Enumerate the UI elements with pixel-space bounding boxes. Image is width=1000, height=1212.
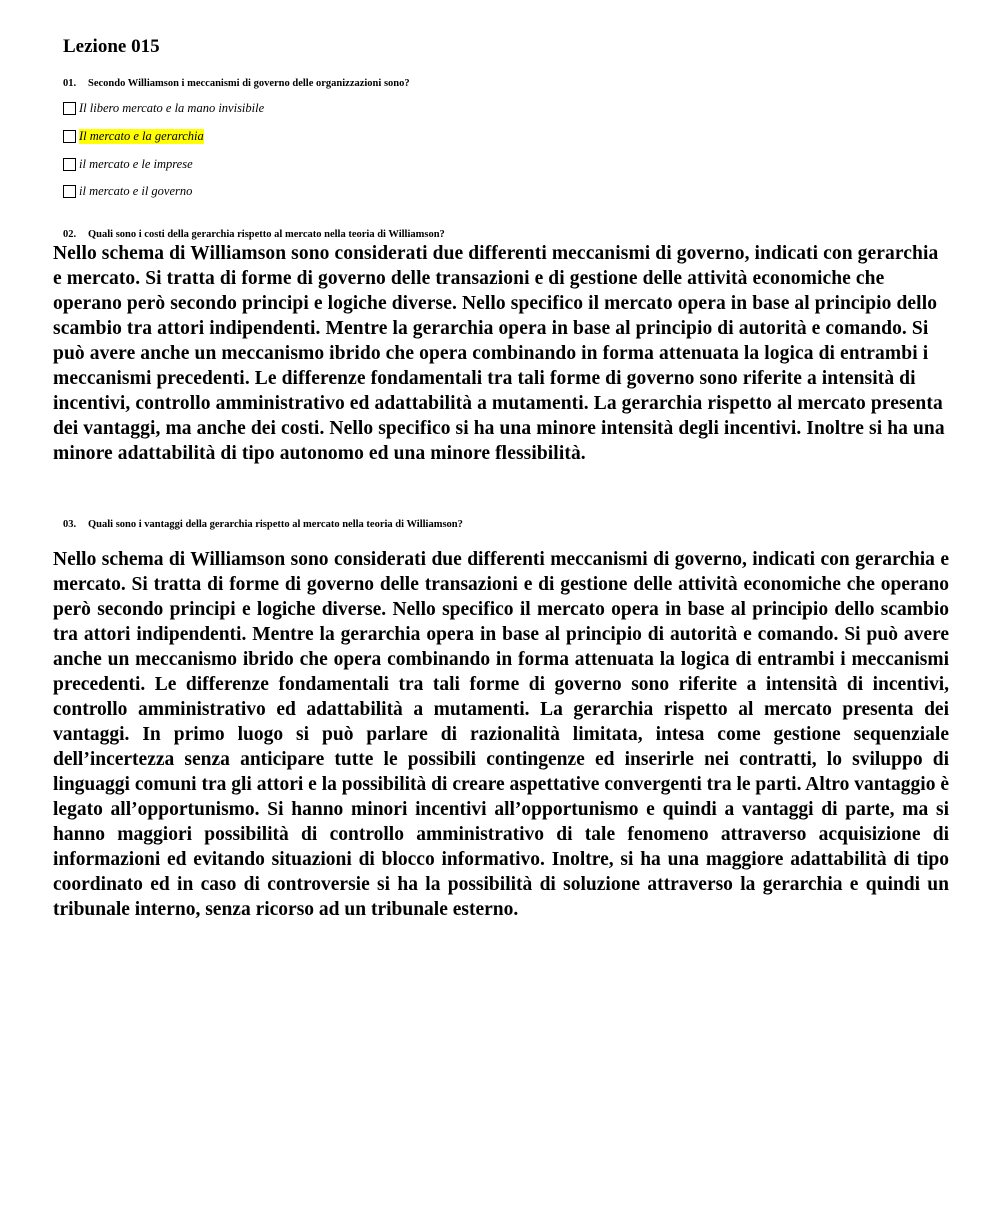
question-02 [63,228,445,241]
option-label-highlighted: Il mercato e la gerarchia [79,128,204,143]
question-01 [63,77,410,90]
answer-02-text: Nello schema di Williamson sono considerati due differenti meccanismi di governo, indicati con gerarchia e mercato. Si tratta di forme di governo delle transazioni e di gestione delle attività economiche che operano però secondo principi e logiche diverse. Nello specifico il mercato opera in base al principio dello scambio tra attori indipendenti. Mentre la gerarchia opera in base al principio di autorità e comando. Si può avere anche un meccanismo ibrido che opera combinando in forma attenuata la logica di entrambi i meccanismi precedenti. Le differenze fondamentali tra tali forme di governo sono riferite a intensità di incentivi, controllo amministrativo ed adattabilità a mutamenti. La gerarchia rispetto al mercato presenta dei vantaggi, ma anche dei costi. Nello specifico si ha una minore intensità degli incentivi. Inoltre si ha una minore adattabilità di tipo autonomo ed una minore flessibilità. [53,243,945,464]
question-text: Quali sono i costi della gerarchia rispetto al mercato nella teoria di Williamson? [88,229,445,240]
question-text: Secondo Williamson i meccanismi di governo delle organizzazioni sono? [88,78,410,89]
question-number: 01. [63,78,77,89]
question-03 [63,518,463,531]
answer-option-4[interactable] [63,183,192,199]
option-label: Il libero mercato e la mano invisibile [79,100,265,115]
answer-option-3[interactable] [63,156,193,172]
option-label: il mercato e le imprese [79,156,193,171]
question-text: Quali sono i vantaggi della gerarchia rispetto al mercato nella teoria di Williamson? [88,519,463,530]
answer-03-text: Nello schema di Williamson sono considerati due differenti meccanismi di governo, indicati con gerarchia e mercato. Si tratta di forme di governo delle transazioni e di gestione delle attività economiche che operano però secondo principi e logiche diverse. Nello specifico il mercato opera in base al principio dello scambio tra attori indipendenti. Mentre la gerarchia opera in base al principio di autorità e comando. Si può avere anche un meccanismo ibrido che opera combinando in forma attenuata la logica di entrambi i meccanismi precedenti. Le differenze fondamentali tra tali forme di governo sono riferite a intensità di incentivi, controllo amministrativo ed adattabilità a mutamenti. La gerarchia rispetto al mercato presenta dei vantaggi. In primo luogo si può parlare di razionalità limitata, intesa come gestione sequenziale dell’incertezza senza anticipare tutte le possibili contingenze ed inserirle nei contratti, lo sviluppo di linguaggi comuni tra gli attori e la possibilità di creare aspettative convergenti tra le parti. Altro vantaggio è legato all’opportunismo. Si hanno minori incentivi all’opportunismo e quindi a vantaggi di parte, ma si hanno maggiori possibilità di controllo amministrativo di tale fenomeno attraverso acquisizione di informazioni ed evitando situazioni di blocco informativo. Inoltre, si ha una maggiore adattabilità di tipo coordinato ed in caso di controversie si ha la possibilità di soluzione attraverso la gerarchia e quindi un tribunale interno, senza ricorso ad un tribunale esterno. [53,549,949,920]
option-checkbox[interactable] [63,102,76,115]
question-number: 03. [63,519,77,530]
option-checkbox[interactable] [63,185,76,198]
option-checkbox[interactable] [63,130,76,143]
question-number: 02. [63,229,77,240]
option-label: il mercato e il governo [79,183,193,198]
lesson-title: Lezione 015 [63,36,160,57]
answer-option-2[interactable] [63,128,204,144]
option-checkbox[interactable] [63,158,76,171]
answer-option-1[interactable] [63,100,264,116]
